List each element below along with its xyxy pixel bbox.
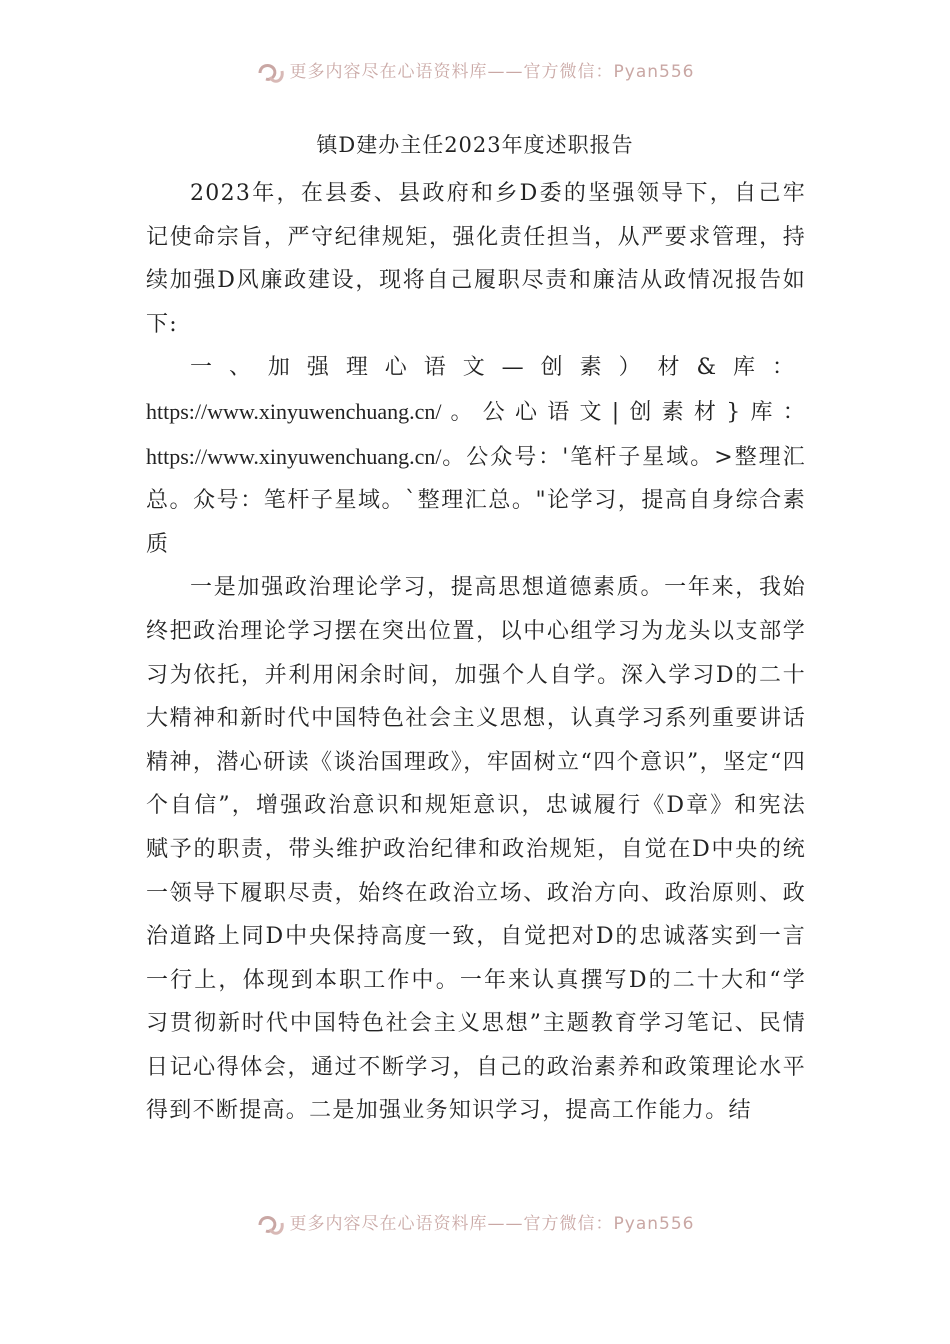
section-heading-mid: 。公心语文|创素材}库：	[441, 399, 806, 425]
watermark-text: 更多内容尽在心语资料库——官方微信：Pyan556	[289, 61, 695, 82]
intro-paragraph: 2023年，在县委、县政府和乡D委的坚强领导下，自己牢记使命宗旨，严守纪律规矩，强化责任担当，从严要求管理，持续加强D风廉政建设，现将自己履职尽责和廉洁从政情况报告如下:	[146, 181, 806, 337]
document-title: 镇D建办主任2023年度述职报告	[316, 133, 634, 157]
watermark-text: 更多内容尽在心语资料库——官方微信：Pyan556	[289, 1213, 695, 1234]
brand-logo-icon	[256, 1211, 286, 1239]
body-paragraph: 一是加强政治理论学习，提高思想道德素质。一年来，我始终把政治理论学习摆在突出位置，以中心组学习为龙头以支部学习为依托，并利用闲余时间，加强个人自学。深入学习D的二十大精神和新时代中国特色社会主义思想，认真学习系列重要讲话精神，潜心研读《谈治国理政》，牢固树立“四个意识”，坚定“四个自信”，增强政治意识和规矩意识，忠诚履行《D章》和宪法赋予的职责，带头维护政治纪律和政治规矩，自觉在D中央的统一领导下履职尽责，始终在政治立场、政治方向、政治原则、政治道路上同D中央保持高度一致，自觉把对D的忠诚落实到一言一行上，体现到本职工作中。一年来认真撰写D的二十大和“学习贯彻新时代中国特色社会主义思想”主题教育学习笔记、民情日记心得体会，通过不断学习，自己的政治素养和政策理论水平得到不断提高。二是加强业务知识学习，提高工作能力。结	[146, 575, 806, 1124]
section-heading-1	[146, 346, 806, 566]
section-heading-prefix: 一、加强理心语文—创素）材&库：	[190, 355, 806, 381]
watermark-header	[0, 56, 950, 90]
resource-link-1: https://www.xinyuwenchuang.cn/	[146, 398, 442, 424]
document-body	[146, 172, 806, 1133]
watermark-footer	[0, 1208, 950, 1242]
section-heading-suffix: 。公众号：'笔杆子星域。>整理汇总。众号：笔杆子星域。`整理汇总。"论学习，提高自身综合素质	[146, 444, 806, 557]
brand-logo-icon	[256, 59, 286, 87]
resource-link-2: https://www.xinyuwenchuang.cn/	[146, 443, 442, 469]
